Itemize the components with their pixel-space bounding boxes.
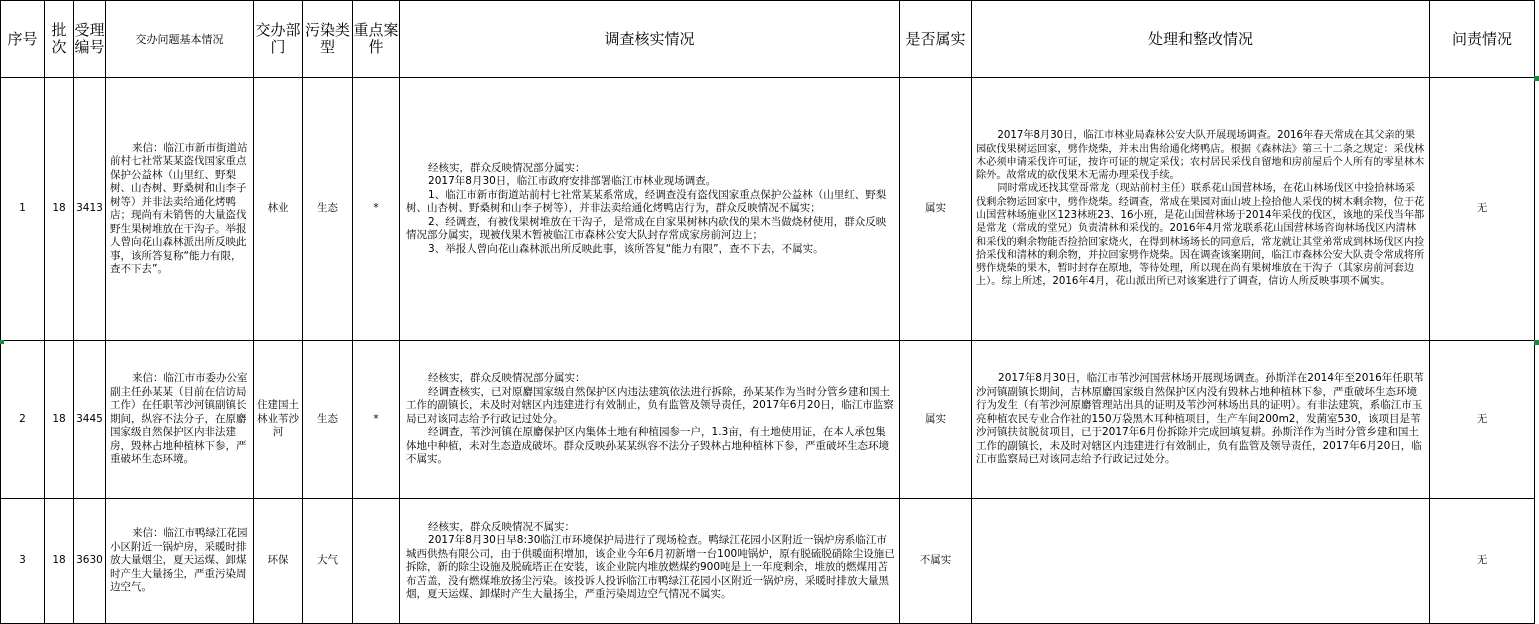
handling-para: 2017年8月30日，临江市苇沙河国营林场开展现场调查。孙斯洋在2014年至2016年任职苇沙河镇副镇长期间，吉林原麝国家级自然保护区内没有毁林占地种植林下参，严重破坏生态环境行为发生（有苇沙河原麝管理站出具的证明及苇沙河林场出具的证明）。有非法建筑，系临江市玉亮种植农民专业合作社的150万袋黑木耳种植项目，生产车间200m2，发菌室530，该项目是苇沙河镇扶贫脱贫项目，已于2017年6月份拆除并完成回填复耕。孙斯洋作为当时分管乡建和国土工作的副镇长，未及时对辖区内违建进行有效制止，负有监管及领导责任，2017年6月20日，临江市监察局已对该同志给予行政记过处分。 — [976, 372, 1424, 466]
table-row — [1, 341, 1535, 499]
cell-batch: 18 — [45, 341, 74, 499]
cell-key: * — [353, 78, 400, 341]
cell-batch: 18 — [45, 499, 74, 624]
cell-accountability: 无 — [1430, 78, 1535, 341]
cell-ptype: 生态 — [303, 78, 353, 341]
investigation-para: 经核实，群众反映情况部分属实： — [428, 372, 586, 385]
cell-acc: 3630 — [74, 499, 106, 624]
header-seq: 序号 — [1, 1, 45, 78]
investigation-para: 2017年8月30日早8:30临江市环境保护局进行了现场检查。鸭绿江花园小区附近一锅炉房系临江市城西供热有限公司，由于供暖面积增加，该企业今年6月初新增一台100吨锅炉，原有脱硫脱硝除尘设施已拆除，新的除尘设施及脱硫塔正在安装，该企业院内堆放燃煤约900吨是上一年度剩余，堆放的燃煤用苫布苫盖，没有燃煤堆放扬尘污染。该投诉人投诉临江市鸭绿江花园小区附近一锅炉房，采暖时排放大量黑烟，夏天运煤、卸煤时产生大量扬尘，严重污染周边空气情况不属实。 — [406, 534, 895, 600]
cell-dept: 住建国土林业苇沙河 — [254, 341, 303, 499]
cell-basic — [106, 78, 254, 341]
cell-key — [353, 499, 400, 624]
header-dept: 交办部门 — [254, 1, 303, 78]
cell-handling — [972, 499, 1430, 624]
header-verified: 是否属实 — [900, 1, 972, 78]
table-row — [1, 499, 1535, 624]
header-investigation: 调查核实情况 — [400, 1, 900, 78]
header-row — [1, 1, 1535, 78]
cell-acc: 3445 — [74, 341, 106, 499]
header-accountability: 问责情况 — [1430, 1, 1535, 78]
cell-basic — [106, 499, 254, 624]
cell-seq: 1 — [1, 78, 45, 341]
cell-batch: 18 — [45, 78, 74, 341]
cell-basic — [106, 341, 254, 499]
header-batch: 批次 — [45, 1, 74, 78]
cell-verified: 属实 — [900, 341, 972, 499]
basic-text: 来信：临江市鸭绿江花园小区附近一锅炉房，采暖时排放大量烟尘，夏天运煤、卸煤时产生大量扬尘，严重污染周边空气。 — [110, 527, 248, 594]
handling-para: 2017年8月30日，临江市林业局森林公安大队开展现场调查。2016年春天常成在其父亲的果园砍伐果树运回家，劈作烧柴，并未出售给通化烤鸭店。根据《森林法》第三十二条之规定：采伐林木必须申请采伐许可证，按许可证的规定采伐；农村居民采伐自留地和房前屋后个人所有的零星林木除外。故常成的砍伐果木无需办理采伐手续。 — [976, 130, 1425, 182]
investigation-para: 2、经调查，有被伐果树堆放在干沟子，是常成在自家果树林内砍伐的果木当做烧材使用，群众反映情况部分属实，现被伐果木暂被临江市森林公安大队封存常成家房前河边上； — [406, 215, 887, 242]
investigation-para: 经调查，苇沙河镇在原麝保护区内集体土地有种植园参一户，1.3亩，有土地使用证，在本人承包集体地中种植，未对生态造成破坏。群众反映孙某某纵容不法分子毁林占地种植林下参，严重破坏生态环境不属实。 — [406, 426, 889, 466]
cell-acc: 3413 — [74, 78, 106, 341]
handling-para: 同时常成还找其堂哥常龙（现站前村主任）联系花山国营林场，在花山林场伐区中捡拾林场采伐剩余物运回家中，劈作烧柴。经调查，常成在果园对面山坡上捡拾他人采伐的树木剩余物，位于花山国营林场施业区123林班23、16小班，是花山国营林场于2014年采伐的伐区，该地的采伐当年都是常龙（常成的堂兄）负责清林和采伐的。2016年4月常龙联系花山国营林场咨询林场伐区内清林和采伐的剩余物能否捡拾回家烧火，在得到林场场长的同意后，常龙就让其堂弟常成到林场伐区内捡拾采伐和清林的剩余物，并拉回家劈作烧柴。因在调查该案期间，临江市森林公安大队责令常成将所劈作烧柴的果木，暂时封存在原地，等待处理，所以现在尚有果树堆放在干沟子（其家房前河套边上）。综上所述，2016年4月，花山派出所已对该案进行了调查，信访人所反映事项不属实。 — [976, 183, 1425, 288]
cell-verified: 属实 — [900, 78, 972, 341]
investigation-para: 经调查核实，已对原麝国家级自然保护区内违法建筑依法进行拆除，孙某某作为当时分管乡建和国土工作的副镇长，未及时对辖区内违建进行有效制止，负有监管及领导责任，2017年6月20日，临江市监察局已对该同志给予行政记过处分。 — [406, 385, 894, 425]
investigation-para: 经核实，群众反映情况不属实： — [428, 520, 576, 533]
cell-marker — [1534, 76, 1539, 81]
header-acc: 受理编号 — [74, 1, 106, 78]
cell-handling — [972, 341, 1430, 499]
cell-accountability: 无 — [1430, 499, 1535, 624]
header-basic: 交办问题基本情况 — [106, 1, 254, 78]
cell-key: * — [353, 341, 400, 499]
cell-marker — [0, 340, 4, 344]
cell-accountability: 无 — [1430, 341, 1535, 499]
header-ptype: 污染类型 — [303, 1, 353, 78]
cell-marker — [1534, 340, 1539, 345]
basic-text: 来信：临江市新市街道站前村七社常某某盗伐国家重点保护公益林（山里红、野梨树、山杏树、野桑树和山李子树等）并非法卖给通化烤鸭店；现尚有未销售的大量盗伐野生果树堆放在干沟子。举报人曾向花山森林派出所反映此事，该所答复称“能力有限，查不下去”。 — [110, 141, 248, 275]
table-row — [1, 78, 1535, 341]
investigation-para: 经核实，群众反映情况部分属实： — [428, 161, 586, 174]
investigation-para: 3、举报人曾向花山森林派出所反映此事，该所答复“能力有限”，查不下去，不属实。 — [428, 242, 824, 255]
cell-dept: 环保 — [254, 499, 303, 624]
cell-investigation — [400, 499, 900, 624]
investigation-para: 1、临江市新市街道站前村七社常某某系常成，经调查没有盗伐国家重点保护公益林（山里红、野梨树、山杏树、野桑树和山李子树等），并非法卖给通化烤鸭店行为，群众反映情况不属实； — [406, 188, 887, 215]
header-key: 重点案件 — [353, 1, 400, 78]
cell-investigation — [400, 78, 900, 341]
cell-verified: 不属实 — [900, 499, 972, 624]
cell-seq: 2 — [1, 341, 45, 499]
cell-dept: 林业 — [254, 78, 303, 341]
investigation-para: 2017年8月30日，临江市政府安排部署临江市林业现场调查。 — [428, 175, 717, 188]
basic-text: 来信：临江市市委办公室副主任孙某某（目前在信访局工作）在任职苇沙河镇副镇长期间，纵容不法分子，在原麝国家级自然保护区内非法建房，毁林占地种植林下参，严重破坏生态环境。 — [110, 372, 248, 466]
header-handling: 处理和整改情况 — [972, 1, 1430, 78]
cell-investigation — [400, 341, 900, 499]
cell-seq: 3 — [1, 499, 45, 624]
cell-handling — [972, 78, 1430, 341]
cell-ptype: 生态 — [303, 341, 353, 499]
cell-ptype: 大气 — [303, 499, 353, 624]
